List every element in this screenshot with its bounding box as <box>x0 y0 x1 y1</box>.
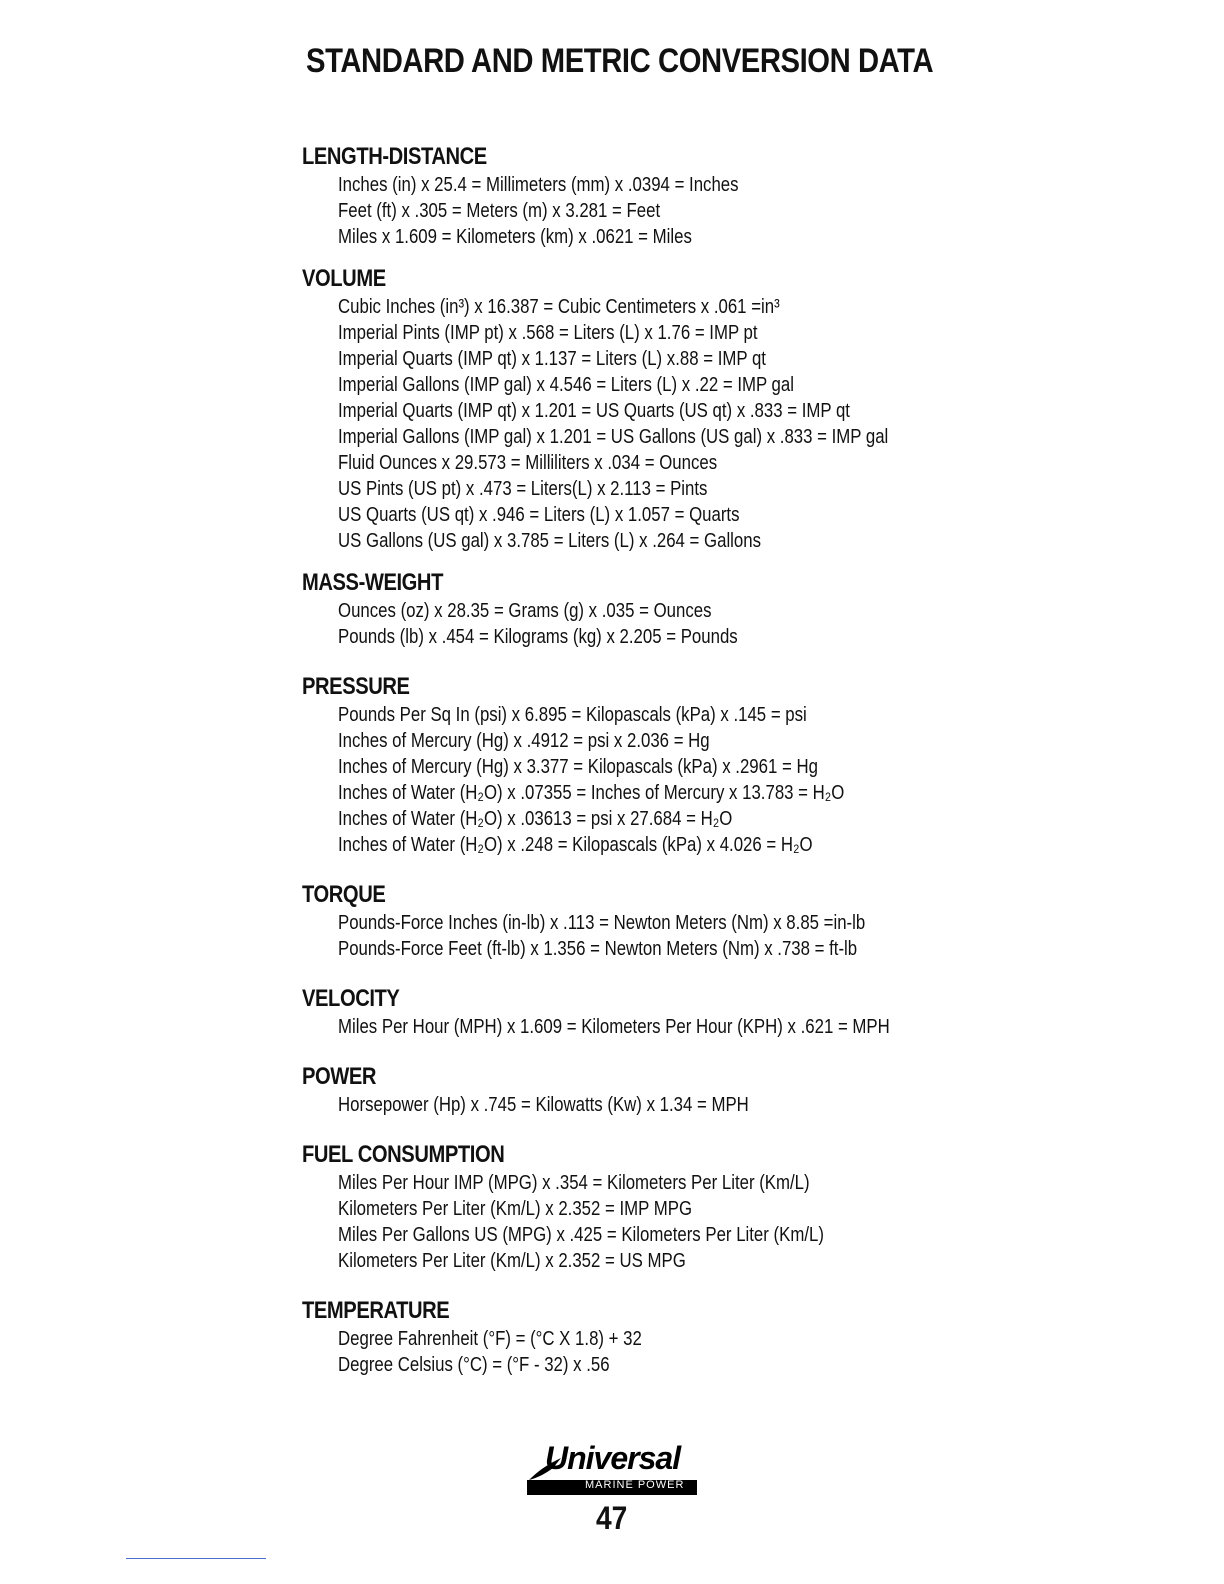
logo-subtitle: MARINE POWER <box>585 1479 685 1491</box>
page-title: STANDARD AND METRIC CONVERSION DATA <box>306 42 934 80</box>
section-title: FUEL CONSUMPTION <box>302 1141 505 1168</box>
conversion-line: Kilometers Per Liter (Km/L) x 2.352 = US MPG <box>338 1250 686 1272</box>
conversion-line: Inches of Water (H₂O) x .07355 = Inches of Mercury x 13.783 = H₂O <box>338 782 845 804</box>
section-temperature <box>302 1296 1182 1378</box>
conversion-line: US Pints (US pt) x .473 = Liters(L) x 2.113 = Pints <box>338 478 708 500</box>
conversion-line: Horsepower (Hp) x .745 = Kilowatts (Kw) x 1.34 = MPH <box>338 1094 749 1116</box>
conversion-line: Miles Per Gallons US (MPG) x .425 = Kilometers Per Liter (Km/L) <box>338 1224 824 1246</box>
section-title: VELOCITY <box>302 985 400 1012</box>
conversion-line: Ounces (oz) x 28.35 = Grams (g) x .035 = Ounces <box>338 600 712 622</box>
universal-logo <box>527 1440 699 1498</box>
footer-divider <box>126 1558 266 1559</box>
logo-wordmark: Universal <box>545 1440 681 1476</box>
conversion-list <box>338 172 1182 250</box>
conversion-line: Degree Fahrenheit (°F) = (°C X 1.8) + 32 <box>338 1328 642 1350</box>
conversion-line: Imperial Pints (IMP pt) x .568 = Liters (L) x 1.76 = IMP pt <box>338 322 758 344</box>
conversion-list <box>338 1170 1182 1274</box>
section-title: MASS-WEIGHT <box>302 569 443 596</box>
section-length-distance <box>302 142 1182 250</box>
conversion-line: Feet (ft) x .305 = Meters (m) x 3.281 = Feet <box>338 200 661 222</box>
section-power <box>302 1062 1182 1118</box>
conversion-list <box>338 910 1182 962</box>
conversion-line: US Quarts (US qt) x .946 = Liters (L) x 1.057 = Quarts <box>338 504 740 526</box>
conversion-line: Miles x 1.609 = Kilometers (km) x .0621 = Miles <box>338 226 692 248</box>
conversion-line: Pounds Per Sq In (psi) x 6.895 = Kilopascals (kPa) x .145 = psi <box>338 704 807 726</box>
page-number: 47 <box>596 1500 628 1536</box>
section-title: PRESSURE <box>302 673 410 700</box>
section-title: LENGTH-DISTANCE <box>302 143 487 170</box>
conversion-line: Degree Celsius (°C) = (°F - 32) x .56 <box>338 1354 610 1376</box>
conversion-list <box>338 1092 1182 1118</box>
conversion-line: US Gallons (US gal) x 3.785 = Liters (L) x .264 = Gallons <box>338 530 762 552</box>
section-velocity <box>302 984 1182 1040</box>
conversion-line: Imperial Quarts (IMP qt) x 1.201 = US Quarts (US qt) x .833 = IMP qt <box>338 400 850 422</box>
conversion-line: Fluid Ounces x 29.573 = Milliliters x .034 = Ounces <box>338 452 718 474</box>
conversion-line: Pounds (lb) x .454 = Kilograms (kg) x 2.205 = Pounds <box>338 626 738 648</box>
section-volume <box>302 264 1182 554</box>
conversion-line: Inches of Water (H₂O) x .03613 = psi x 27.684 = H₂O <box>338 808 733 830</box>
section-torque <box>302 880 1182 962</box>
conversion-line: Kilometers Per Liter (Km/L) x 2.352 = IMP MPG <box>338 1198 693 1220</box>
conversion-line: Inches (in) x 25.4 = Millimeters (mm) x .0394 = Inches <box>338 174 739 196</box>
conversion-line: Imperial Quarts (IMP qt) x 1.137 = Liters (L) x.88 = IMP qt <box>338 348 766 370</box>
conversion-line: Cubic Inches (in³) x 16.387 = Cubic Centimeters x .061 =in³ <box>338 296 780 318</box>
conversion-list <box>338 702 1182 858</box>
conversion-list <box>338 294 1182 554</box>
conversion-line: Inches of Water (H₂O) x .248 = Kilopascals (kPa) x 4.026 = H₂O <box>338 834 813 856</box>
conversion-list <box>338 598 1182 650</box>
conversion-line: Imperial Gallons (IMP gal) x 1.201 = US Gallons (US gal) x .833 = IMP gal <box>338 426 889 448</box>
conversion-list <box>338 1014 1182 1040</box>
section-fuel-consumption <box>302 1140 1182 1274</box>
section-mass-weight <box>302 568 1182 650</box>
conversion-line: Pounds-Force Feet (ft-lb) x 1.356 = Newton Meters (Nm) x .738 = ft-lb <box>338 938 858 960</box>
section-title: TORQUE <box>302 881 386 908</box>
section-pressure <box>302 672 1182 858</box>
section-title: TEMPERATURE <box>302 1297 450 1324</box>
conversion-line: Imperial Gallons (IMP gal) x 4.546 = Liters (L) x .22 = IMP gal <box>338 374 794 396</box>
conversion-line: Miles Per Hour (MPH) x 1.609 = Kilometers Per Hour (KPH) x .621 = MPH <box>338 1016 890 1038</box>
conversion-content <box>302 142 1182 1378</box>
conversion-list <box>338 1326 1182 1378</box>
conversion-line: Miles Per Hour IMP (MPG) x .354 = Kilometers Per Liter (Km/L) <box>338 1172 810 1194</box>
conversion-line: Inches of Mercury (Hg) x .4912 = psi x 2.036 = Hg <box>338 730 710 752</box>
conversion-line: Inches of Mercury (Hg) x 3.377 = Kilopascals (kPa) x .2961 = Hg <box>338 756 818 778</box>
section-title: VOLUME <box>302 265 386 292</box>
section-title: POWER <box>302 1063 377 1090</box>
conversion-line: Pounds-Force Inches (in-lb) x .113 = Newton Meters (Nm) x 8.85 =in-lb <box>338 912 866 934</box>
